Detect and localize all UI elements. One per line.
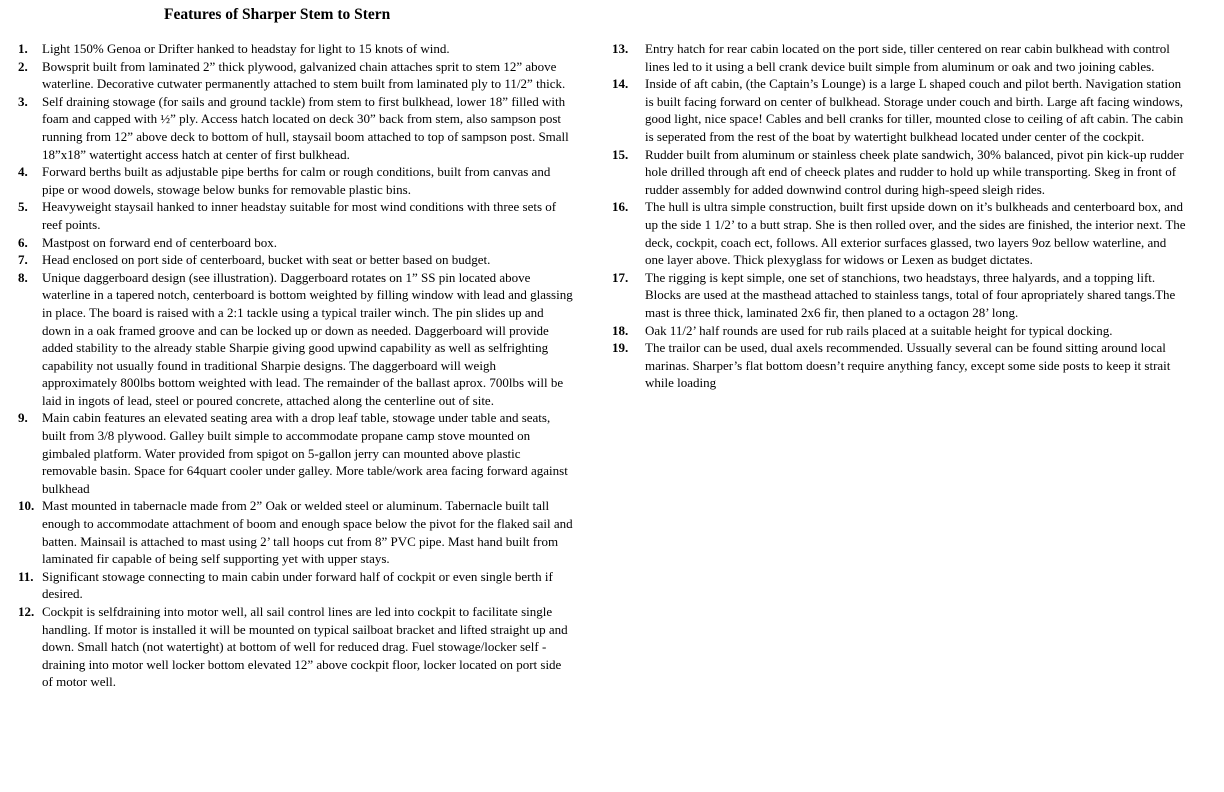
feature-text: The rigging is kept simple, one set of stanchions, two headstays, three halyards, and a topping lift. Blocks are used at the masthead attached to stainless tangs, total of four apropriately shared tangs.The mast is three thick, laminated 2x6 fir, then planed to a octagon 28’ long. bbox=[645, 269, 1176, 320]
feature-text: Significant stowage connecting to main cabin under forward half of cockpit or even single berth if desired. bbox=[42, 568, 553, 602]
feature-number: 17. bbox=[612, 269, 629, 285]
feature-text: Inside of aft cabin, (the Captain’s Lounge) is a large L shaped couch and pilot berth. Navigation station is built facing forward on center of bulkhead. Storage under couch and birth. Large aft facing windows, good light, nice space! Cables and bell cranks for tiller, mounted close to ceiling of aft cabin. The cabin is seperated from the rest of the boat by watertight bulkhead located under center of the cockpit. bbox=[645, 76, 1184, 144]
feature-number: 13. bbox=[612, 41, 629, 56]
feature-number: 5. bbox=[18, 199, 28, 215]
feature-number: 7. bbox=[18, 252, 28, 268]
feature-number: 19. bbox=[612, 340, 629, 356]
feature-text: Light 150% Genoa or Drifter hanked to headstay for light to 15 knots of wind. bbox=[42, 41, 450, 56]
feature-text: Heavyweight staysail hanked to inner headstay suitable for most wind conditions with three sets of reef points. bbox=[42, 199, 557, 232]
feature-item bbox=[612, 75, 1186, 145]
feature-text: Bowsprit built from laminated 2” thick plywood, galvanized chain attaches sprit to stem 12” above waterline. Decorative cutwater permanently attached to stem built from laminated ply to 11/2” thick. bbox=[42, 58, 566, 92]
feature-item bbox=[18, 198, 573, 233]
feature-number: 12. bbox=[18, 604, 35, 619]
feature-item bbox=[612, 269, 1186, 322]
feature-text: Rudder built from aluminum or stainless cheek plate sandwich, 30% balanced, pivot pin kick-up rudder hole drilled through aft end of cheeck plates and rudder to hold up while transporting. Skeg in front of rudder assembly for added downwind control during high-speed sleigh rides. bbox=[645, 146, 1184, 197]
feature-number: 10. bbox=[18, 498, 35, 514]
feature-item bbox=[18, 409, 573, 497]
feature-number: 18. bbox=[612, 322, 629, 338]
feature-text: Entry hatch for rear cabin located on the port side, tiller centered on rear cabin bulkhead with control lines led to it using a bell crank device built simple from aluminum or oak and two joining cables. bbox=[645, 41, 1170, 74]
feature-text: Mast mounted in tabernacle made from 2” Oak or welded steel or aluminum. Tabernacle built tall enough to accommodate attachment of boom and enough space below the pivot for the flaked sail and batten. Mainsail is attached to mast using 2’ tall hoops cut from 8” PVC pipe. Mast hand built from laminated fir capable of being self supporting yet with upper stays. bbox=[42, 498, 573, 567]
feature-item bbox=[18, 40, 573, 58]
feature-item bbox=[18, 93, 573, 163]
feature-number: 2. bbox=[18, 58, 28, 74]
feature-item bbox=[612, 339, 1186, 392]
feature-number: 3. bbox=[18, 93, 28, 109]
feature-number: 15. bbox=[612, 146, 629, 162]
feature-list-left bbox=[18, 40, 573, 691]
feature-item bbox=[612, 322, 1186, 340]
feature-number: 11. bbox=[18, 568, 34, 584]
feature-item bbox=[18, 251, 573, 269]
feature-text: The hull is ultra simple construction, built first upside down on it’s bulkheads and centerboard box, and up the side 1 1/2’ to a butt strap. She is then rolled over, and the sides are finished, the interior next. The deck, cockpit, coach ect, follows. All exterior surfaces glassed, two layers 9oz bellow waterline, and one layer above. Thick plexyglass for widows or Lexen as budget dictates. bbox=[645, 199, 1186, 268]
feature-number: 6. bbox=[18, 234, 28, 250]
feature-number: 1. bbox=[18, 41, 28, 56]
feature-text: Forward berths built as adjustable pipe berths for calm or rough conditions, built from canvas and pipe or wood dowels, stowage below bunks for removable plastic bins. bbox=[42, 164, 551, 197]
feature-text: Unique daggerboard design (see illustration). Daggerboard rotates on 1” SS pin located above waterline in a tapered notch, centerboard is bottom weighted by filling window with lead and glassing in place. The board is raised with a 2:1 tackle using a typical trailer winch. The pin slides up and down in a oak framed groove and can be locked up or down as needed. Daggerboard will provide added stability to the already stable Sharpie giving good upwind capability as well as selfrighting capability not usually found in traditional Sharpie designs. The daggerboard will weigh approximately 800lbs bottom weighted with lead. The remainder of the ballast aprox. 700lbs will be laid in ingots of lead, steel or poured concrete, attached along the centerline out of site. bbox=[42, 269, 573, 408]
feature-number: 16. bbox=[612, 199, 629, 215]
feature-list-right bbox=[612, 40, 1186, 392]
feature-item bbox=[18, 234, 573, 252]
feature-item bbox=[612, 146, 1186, 199]
feature-text: Main cabin features an elevated seating area with a drop leaf table, stowage under table and seats, built from 3/8 plywood. Galley built simple to accommodate propane camp stove mounted on gimbaled platform. Water provided from spigot on 5-gallon jerry can mounted above plastic removable basin. Space for 64quart cooler under galley. More table/work area facing forward against bulkhead bbox=[42, 410, 568, 496]
feature-item bbox=[18, 497, 573, 567]
feature-item bbox=[612, 40, 1186, 75]
feature-number: 14. bbox=[612, 76, 629, 92]
right-column bbox=[612, 40, 1186, 392]
feature-number: 4. bbox=[18, 164, 28, 180]
feature-item bbox=[18, 269, 573, 410]
document-title: Features of Sharper Stem to Stern bbox=[164, 6, 391, 23]
feature-text: Oak 11/2’ half rounds are used for rub rails placed at a suitable height for typical docking. bbox=[645, 322, 1113, 338]
feature-text: Self draining stowage (for sails and ground tackle) from stem to first bulkhead, lower 18” filled with foam and capped with ½” ply. Access hatch located on deck 30” back from stem, also sampson post running from 12” above deck to bottom of hull, staysail boom attached to top of sampson post. Small 18”x18” watertight access hatch at center of first bulkhead. bbox=[42, 93, 569, 162]
feature-item bbox=[18, 58, 573, 93]
feature-text: The trailor can be used, dual axels recommended. Ussually several can be found sitting around local marinas. Sharper’s flat bottom doesn’t require anything fancy, except some side posts to keep it strait while loading bbox=[645, 340, 1171, 391]
feature-item bbox=[18, 163, 573, 198]
feature-item bbox=[18, 568, 573, 603]
left-column bbox=[18, 40, 573, 691]
feature-text: Cockpit is selfdraining into motor well, all sail control lines are led into cockpit to facilitate single handling. If motor is installed it will be mounted on typical sailboat bracket and lifted straight up and down. Small hatch (not watertight) at bottom of well for reduced drag. Fuel stowage/locker self -draining into motor well locker bottom elevated 12” above cockpit floor, locker located on port side of motor well. bbox=[42, 604, 568, 690]
feature-text: Mastpost on forward end of centerboard box. bbox=[42, 234, 278, 250]
feature-number: 8. bbox=[18, 269, 28, 285]
feature-item bbox=[18, 603, 573, 691]
feature-number: 9. bbox=[18, 410, 28, 426]
feature-item bbox=[612, 198, 1186, 268]
feature-text: Head enclosed on port side of centerboard, bucket with seat or better based on budget. bbox=[42, 252, 491, 268]
